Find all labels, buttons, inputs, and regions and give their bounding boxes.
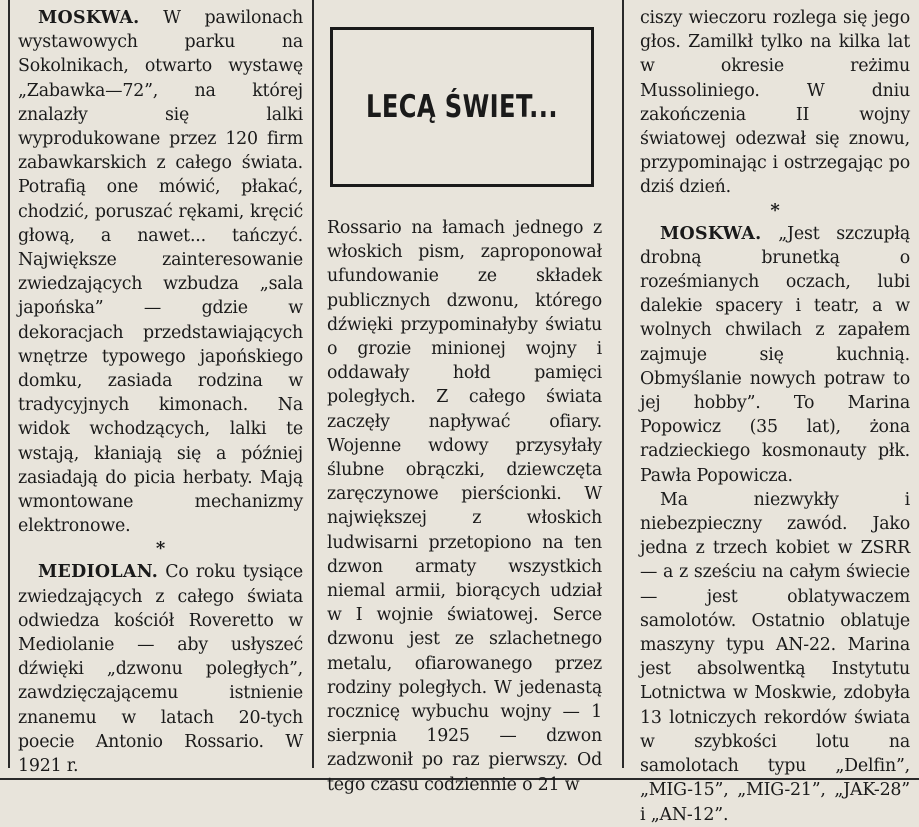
article-mediolan-bell — [18, 560, 303, 778]
separator-star: * — [155, 538, 166, 560]
dateline-moskwa: MOSKWA. — [38, 8, 140, 28]
column-rule-1 — [312, 0, 314, 768]
article-text: Co roku tysiące zwiedzających z całego świata odwiedza kościół Roveretto w Mediolanie — aby usłyszeć dźwięki „dzwonu poległych”, zawdzięczającemu istnienie znanemu w latach 20-tych poecie Antonio Rossario. W 1921 r. — [18, 562, 303, 777]
article-moskwa-popowicz — [640, 222, 910, 488]
column-3 — [640, 6, 910, 827]
column-1 — [18, 6, 303, 778]
column-rule-left — [8, 0, 10, 768]
column-2 — [327, 216, 602, 797]
article-continuation: Rossario na łamach jednego z włoskich pism, zaproponował ufundowanie ze składek publicznych dzwonu, którego dźwięki przypominałyby światu o grozie minionej wojny i oddawały hołd pamięci poległych. Z całego świata zaczęły napływać ofiary. Wojenne wdowy przysyłały ślubne obrączki, dziewczęta zaręczynowe pierścionki. W największej z włoskich ludwisarni przetopiono na ten dzwon armaty wszystkich niemal armii, biorących udział w I wojnie światowej. Serce dzwonu jest ze szlachetnego metalu, ofiarowanego przez rodziny poległych. W jedenastą rocznicę wybuchu wojny — 1 sierpnia 1925 — dzwon zadzwonił po raz pierwszy. Od tego czasu codziennie o 21 w — [327, 218, 602, 795]
separator-star: * — [770, 199, 780, 221]
headline: LECĄ ŚWIET... — [366, 89, 558, 125]
dateline-mediolan: MEDIOLAN. — [38, 562, 159, 583]
dateline-moskwa: MOSKWA. — [660, 223, 762, 244]
article-continuation: ciszy wieczoru rozlega się jego głos. Zamilkł tylko na kilka lat w okresie reżimu Mussoliniego. W dniu zakończenia II wojny światowej odezwał się znowu, przypominając i ostrzegając po dziś dzień. — [640, 8, 910, 198]
article-text: W pawilonach wystawowych parku na Sokolnikach, otwarto wystawę „Zabawka—72”, na której znalazły się lalki wyprodukowane przez 120 firm zabawkarskich z całego świata. Potrafią one mówić, płakać, chodzić, poruszać rękami, kręcić głową, a nawet... tańczyć. Największe zainteresowanie zwiedzających wzbudza „sala japońska” — gdzie w dekoracjach przedstawiających wnętrze typowego japońskiego domku, zasiada rodzina w tradycyjnych kimonach. Na widok wchodzących, lalki te wstają, kłaniają się a później zasiadają do picia herbaty. Mają wmontowane mechanizmy elektronowe. — [18, 8, 303, 537]
article-moskwa-toys — [18, 6, 303, 538]
headline-box — [330, 27, 594, 187]
column-rule-2 — [622, 0, 624, 768]
article-text: „Jest szczupłą drobną brunetką o roześmianych oczach, lubi dalekie spacery i teatr, a w wolnych chwilach z zapałem zajmuje się kuchnią. Obmyślanie nowych potraw to jej hobby”. To Marina Popowicz (35 lat), żona radzieckiego kosmonauty płk. Pawła Popowicza. — [640, 223, 910, 486]
article-paragraph: Ma niezwykły i niebezpieczny zawód. Jako jedna z trzech kobiet w ZSRR — a z sześciu na całym świecie — jest oblatywaczem samolotów. Ostatnio oblatuje maszyny typu AN-22. Marina jest absolwentką Instytutu Lotnictwa w Moskwie, zdobyła 13 lotniczych rekordów świata w szybkości lotu na samolotach typu „Delfin”, „MIG-15”, „MIG-21”, „JAK-28” i „AN-12”. — [640, 489, 910, 825]
